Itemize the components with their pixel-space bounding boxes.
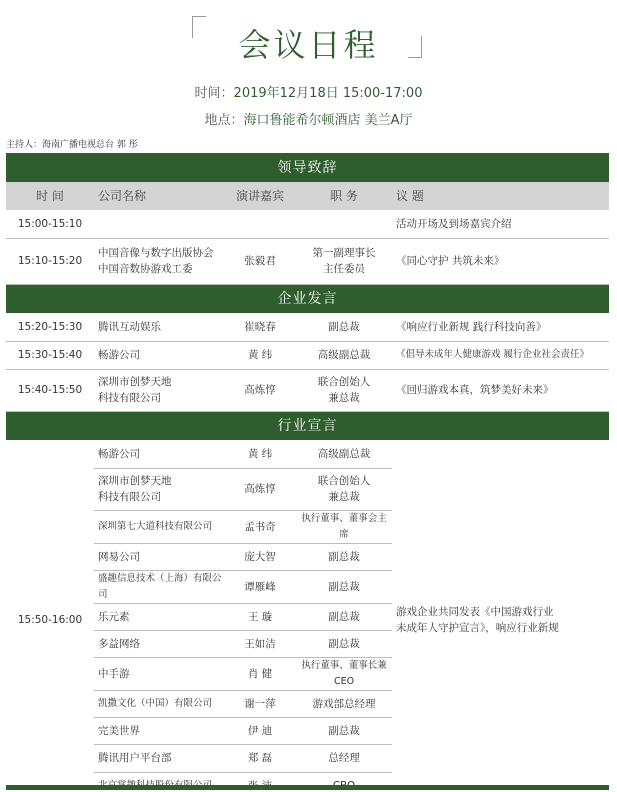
table-row: 完美世界 伊 迪 副总裁 bbox=[6, 717, 609, 744]
table-row: 乐元素 王 璇 副总裁 bbox=[6, 603, 609, 630]
title-bracket-right bbox=[408, 36, 422, 58]
declaration-topic: 游戏企业共同发表《中国游戏行业 未成年人守护宣言》，响应行业新规 bbox=[396, 605, 559, 634]
place-value: 海口鲁能希尔顿酒店 美兰A厅 bbox=[243, 113, 413, 128]
col-speaker: 演讲嘉宾 bbox=[224, 182, 296, 210]
time-label: 时间： bbox=[194, 86, 234, 101]
col-company: 公司名称 bbox=[94, 182, 224, 210]
col-topic: 议 题 bbox=[392, 182, 609, 210]
table-row: 15:40-15:50 深圳市创梦天地 科技有限公司 高炼惇 联合创始人 兼总裁 《回归游戏本真，筑梦美好未来》 bbox=[6, 369, 609, 411]
col-time: 时 间 bbox=[6, 182, 94, 210]
table-row: 15:10-15:20 中国音像与数字出版协会 中国音数协游戏工委 张毅君 第一副理事长 主任委员 《同心守护 共筑未来》 bbox=[6, 238, 609, 284]
table-row: 深圳第七大道科技有限公司 孟书奇 执行董事、董事会主席 bbox=[6, 510, 609, 543]
table-row: 凯撒文化（中国）有限公司 谢一萍 游戏部总经理 bbox=[6, 690, 609, 717]
place-line bbox=[0, 109, 617, 128]
table-row: 中手游 肖 健 执行董事、董事长兼 CEO bbox=[6, 657, 609, 690]
page-title: 会议日程 bbox=[238, 26, 379, 64]
table-row: 网易公司 庞大智 副总裁 bbox=[6, 543, 609, 570]
time-line bbox=[0, 82, 617, 101]
section-header-declaration: 行业宣言 bbox=[6, 411, 609, 440]
place-label: 地点： bbox=[204, 113, 244, 128]
table-row: 15:30-15:40 畅游公司 黄 纬 高级副总裁 《倡导未成年人健康游戏 履行企业社会责任》 bbox=[6, 341, 609, 369]
table-row: 多益网络 王如洁 副总裁 bbox=[6, 630, 609, 657]
title-area bbox=[0, 8, 617, 68]
host-line: 主持人：海南广播电视总台 郭 彤 bbox=[6, 140, 138, 150]
table-row: 盛趣信息技术（上海）有限公司 谭雁峰 副总裁 bbox=[6, 570, 609, 603]
time-value: 2019年12月18日 15:00-17:00 bbox=[233, 86, 423, 101]
section-header-leaders: 领导致辞 bbox=[6, 153, 609, 182]
table-row: 深圳市创梦天地 科技有限公司 高炼惇 联合创始人 兼总裁 bbox=[6, 468, 609, 510]
bottom-bar bbox=[6, 785, 609, 790]
table-row: 腾讯用户平台部 郑 磊 总经理 bbox=[6, 744, 609, 772]
table-row: 15:00-15:10 活动开场及到场嘉宾介绍 bbox=[6, 210, 609, 238]
schedule-table bbox=[6, 153, 609, 792]
col-position: 职 务 bbox=[296, 182, 392, 210]
table-row: 15:50-16:00 畅游公司 黄 纬 高级副总裁 游戏企业共同发表《中国游戏行业 未成年人守护宣言》，响应行业新规 bbox=[6, 440, 609, 468]
column-header-row bbox=[6, 182, 609, 210]
declaration-time: 15:50-16:00 bbox=[17, 613, 83, 626]
table-row: 15:20-15:30 腾讯互动娱乐 崔晓春 副总裁 《响应行业新规 践行科技向善》 bbox=[6, 313, 609, 341]
section-header-enterprise: 企业发言 bbox=[6, 284, 609, 313]
